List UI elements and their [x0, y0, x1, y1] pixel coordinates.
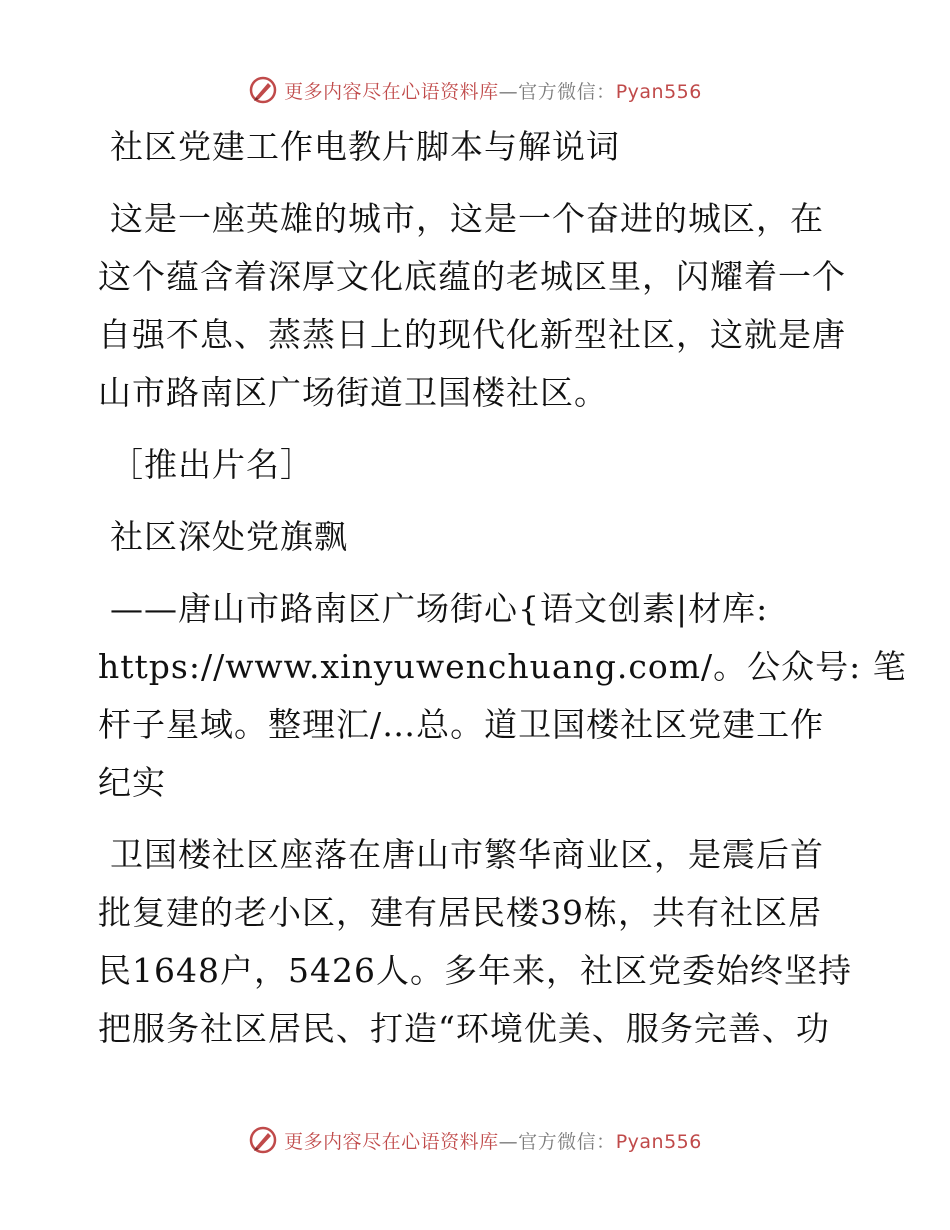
watermark-wechat-label: 官方微信：	[518, 1130, 616, 1153]
paragraph-community	[98, 826, 858, 1058]
subtitle-line: ——唐山市路南区广场街心{语文创素|材库:	[110, 589, 769, 628]
paragraph-line: 自强不息、蒸蒸日上的现代化新型社区，这就是唐	[98, 315, 846, 354]
watermark-main-text: 更多内容尽在心语资料库	[284, 80, 499, 103]
watermark-wechat-label: 官方微信：	[518, 80, 616, 103]
document-title: 社区党建工作电教片脚本与解说词	[110, 127, 620, 166]
subtitle-line: 杆子星域。整理汇/…总。道卫国楼社区党建工作	[98, 705, 825, 744]
pen-logo-icon	[248, 75, 278, 105]
watermark-wechat-id: Pyan556	[615, 1130, 702, 1153]
footer-watermark	[0, 1120, 950, 1160]
watermark-dash: —	[498, 1130, 519, 1153]
paragraph-intro	[98, 190, 858, 422]
paragraph-line: 批复建的老小区，建有居民楼39栋，共有社区居	[98, 893, 822, 932]
paragraph-line: 民1648户，5426人。多年来，社区党委始终坚持	[98, 951, 852, 990]
header-watermark	[0, 70, 950, 110]
subtitle-line: https://www.xinyuwenchuang.com/。公众号: 笔	[98, 647, 907, 686]
document-body	[98, 118, 907, 1058]
watermark-dash: —	[498, 80, 519, 103]
watermark-wechat-id: Pyan556	[615, 80, 702, 103]
pen-logo-icon	[248, 1125, 278, 1155]
film-title: 社区深处党旗飘	[110, 517, 348, 556]
paragraph-line: 山市路南区广场街道卫国楼社区。	[98, 373, 608, 412]
paragraph-line: 这是一座英雄的城市，这是一个奋进的城区，在	[110, 199, 824, 238]
stage-direction: ［推出片名］	[110, 445, 314, 484]
subtitle-block	[98, 580, 907, 812]
watermark-main-text: 更多内容尽在心语资料库	[284, 1130, 499, 1153]
paragraph-line: 这个蕴含着深厚文化底蕴的老城区里，闪耀着一个	[98, 257, 846, 296]
subtitle-line: 纪实	[98, 763, 166, 802]
paragraph-line: 把服务社区居民、打造“环境优美、服务完善、功	[98, 1009, 830, 1048]
paragraph-line: 卫国楼社区座落在唐山市繁华商业区，是震后首	[110, 835, 824, 874]
